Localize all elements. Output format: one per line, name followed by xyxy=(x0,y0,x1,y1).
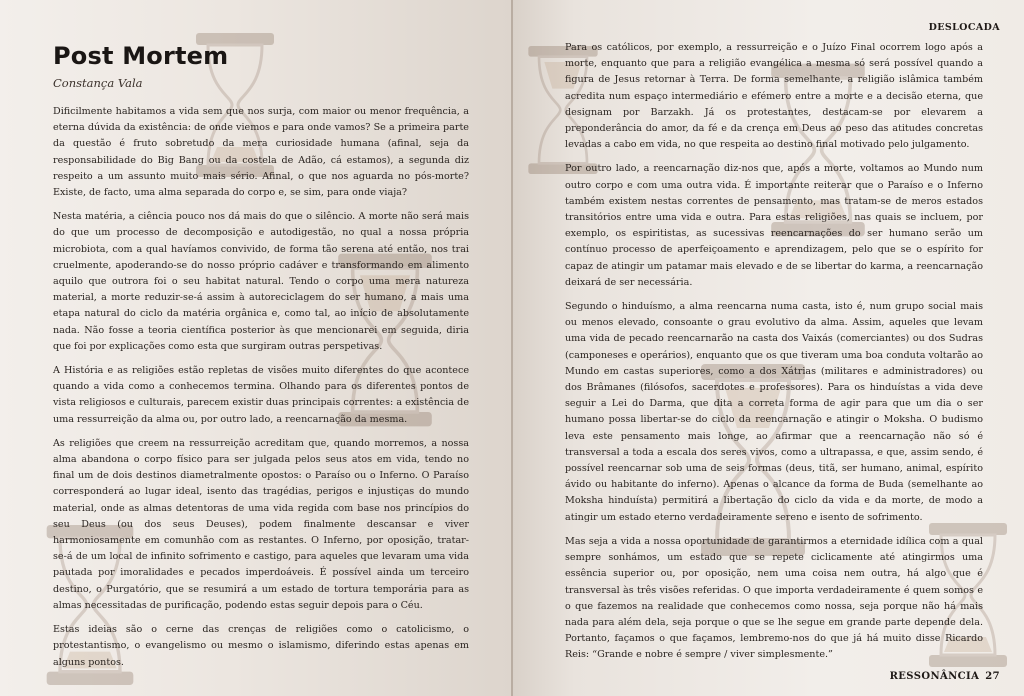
page-number: 27 xyxy=(985,671,1000,682)
paragraph: A História e as religiões estão repletas de visões muito diferentes do que acontece quando a vida como a conhecemos termina. Olhando para os diferentes pontos de vista religiosos e culturais, parecem existir duas principais correntes: a existência de uma ressurreição da alma ou, por outro lado, a reencarnação da mesma. xyxy=(53,365,469,425)
paragraph: As religiões que creem na ressurreição acreditam que, quando morremos, a nossa alma abandona o corpo físico para ser julgada pelos seus atos em vida, tendo no final um de dois destinos diametralmente opostos: o Paraíso ou o Inferno. O Paraíso corresponderá ao lugar ideal, isento das tragédias, perigos e injustiças do mundo material, onde as almas detentoras de uma vida regida com base nos princípios do seu Deus (ou dos seus Deuses), podem finalmente descansar e viver harmoniosamente em comunhão com as restantes. O Inferno, por oposição, tratar-se-á de um local de infinito sofrimento e castigo, para aqueles que levaram uma vida pautada por imoralidades e pecados imperdoáveis. É possível ainda um terceiro destino, o Purgatório, que se resumirá a um estado de tortura temporária para as almas necessitadas de purificação, podendo estas seguir depois para o Céu. xyxy=(53,437,469,611)
paragraph: Dificilmente habitamos a vida sem que nos surja, com maior ou menor frequência, a eterna dúvida da existência: de onde viemos e para onde vamos? Se a primeira parte da questão é fruto sobretudo da mera curiosidade humana (afinal, seja da responsabilidade do Big Bang ou da costela de Adão, cá estamos), a segunda diz respeito a um assunto muito mais sério. Afinal, o que nos aguarda no pós-morte? Existe, de facto, uma alma separada do corpo e, se sim, para onde viaja? xyxy=(53,106,469,199)
paragraph: Estas ideias são o cerne das crenças de religiões como o catolicismo, o protestantismo, o evangelismo ou mesmo o islamismo, diferindo estas apenas em alguns pontos. xyxy=(53,624,469,668)
article-title: Post Mortem xyxy=(53,42,229,70)
paragraph: Segundo o hinduísmo, a alma reencarna numa casta, isto é, num grupo social mais ou menos elevado, consoante o grau evolutivo da alma. Assim, aqueles que levam uma vida de pecado reencarnarão na casta dos Vaixás (comerciantes) ou dos Sudras (camponeses e operários), enquanto que os que tiveram uma boa conduta voltarão ao Mundo em castas superiores, como a dos Xátrias (militares e administradores) ou dos Brâmanes (filósofos, sacerdotes e professores). Para os hinduístas a vida deve seguir a Lei do Darma, que dita a correta forma de agir para que um dia o ser humano possa libertar-se do ciclo da reencarnação e atingir o Moksha. O budismo leva este pensamento mais longe, ao afirmar que a reencarnação não só é transversal a toda a escala dos seres vivos, como a ultrapassa, e que, assim sendo, é possível reencarnar sob uma de seis formas (deus, titã, ser humano, animal, espírito ávido ou habitante do inferno). Apenas o alcance da forma de Buda (semelhante ao Moksha hinduísta) permitirá a libertação do ciclo da vida e da morte, de modo a atingir um estado eterno verdadeiramente sereno e isento de sofrimento. xyxy=(565,301,983,523)
paragraph: Por outro lado, a reencarnação diz-nos que, após a morte, voltamos ao Mundo num outro corpo e com uma outra vida. É importante reiterar que o Paraíso e o Inferno também existem nestas correntes de pensamento, mas tratam-se de meros estados transitórios entre uma vida e outra. Para estas religiões, nas quais se incluem, por exemplo, os espiritistas, as sucessivas reencarnações do ser humano serão um contínuo processo de aperfeiçoamento e aprendizagem, pelo que se o espírito for capaz de atingir um patamar mais elevado e de se libertar do karma, a reencarnação deixará de ser necessária. xyxy=(565,163,983,288)
paragraph: Para os católicos, por exemplo, a ressurreição e o Juízo Final ocorrem logo após a morte, enquanto que para a religião evangélica a mesma só será possível quando a figura de Jesus retornar à Terra. De forma semelhante, a religião islâmica também acredita num espaço intermediário e efémero entre a morte e a decisão eterna, que designam por Barzakh. Já os protestantes, destacam-se por elevarem a preponderância do amor, da fé e da crença em Deus ao peso das atitudes concretas levadas a cabo em vida, no que respeita ao destino final motivado pelo julgamento. xyxy=(565,42,983,151)
magazine-name: RESSONÂNCIA xyxy=(889,671,980,682)
paragraph: Mas seja a vida a nossa oportunidade de garantirmos a eternidade idílica com a qual sempre sonhámos, um estado que se repete ciclicamente até atingirmos uma essência superior ou, por oposição, nem uma coisa nem outra, há algo que é transversal às três visões referidas. O que importa verdadeiramente é quem somos e o que fazemos na realidade que conhecemos como nossa, seja porque não há mais nada para além dela, seja porque o que se lhe segue em grande parte depende dela. Portanto, façamos o que façamos, lembremo-nos do que já há muito disse Ricardo Reis: “Grande e nobre é sempre / viver simplesmente.” xyxy=(565,535,983,661)
section-label: DESLOCADA xyxy=(928,22,1000,33)
left-page xyxy=(0,0,511,696)
page-footer xyxy=(884,671,1000,682)
right-page xyxy=(513,0,1024,696)
left-column xyxy=(53,104,469,679)
right-column xyxy=(565,40,983,672)
paragraph: Nesta matéria, a ciência pouco nos dá mais do que o silêncio. A morte não será mais do que um processo de decomposição e autodigestão, no qual a nossa própria microbiota, com a qual havíamos convivido, de forma tão serena até então, nos trai cruelmente, apoderando-se do nosso próprio cadáver e transformando em alimento aquilo que outrora foi o seu habitat natural. Tendo o corpo uma mera natureza material, a morte reduzir-se-á assim à autoreciclagem do ser humano, a mais uma etapa natural do ciclo da matéria orgânica e, como tal, ao início de absolutamente nada. Não fosse a teoria científica posterior às que mencionarei em seguida, diria que foi por explicações como esta que surgiram outras perspetivas. xyxy=(53,211,469,352)
article-author: Constança Vala xyxy=(53,76,143,90)
